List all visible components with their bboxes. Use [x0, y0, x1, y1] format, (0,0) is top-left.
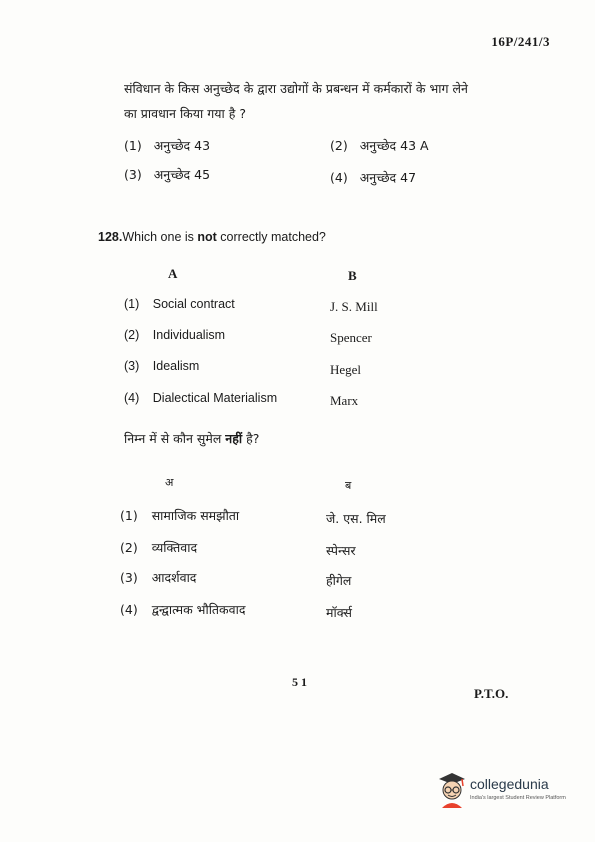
row-item-a: व्यक्तिवाद — [151, 540, 198, 555]
question-hindi-emphasis: नहीं — [225, 431, 243, 446]
row-item-a: Idealism — [152, 359, 200, 373]
row-number: (2) — [124, 328, 140, 342]
option-1 — [124, 137, 210, 154]
hindi-row-1 — [120, 507, 239, 524]
option-number: (1) — [124, 138, 142, 153]
question-hindi-line-1: संविधान के किस अनुच्छेद के द्वारा उद्योगों के प्रबन्धन में कर्मकारों के भाग लेने — [124, 81, 468, 96]
question-text-pre: Which one is — [122, 230, 198, 244]
hindi-row-4 — [120, 601, 245, 618]
row-item-b: Spencer — [330, 330, 372, 345]
hindi-row-item-b: स्पेन्सर — [326, 543, 356, 558]
question-text-post: correctly matched? — [216, 230, 326, 244]
option-number: (4) — [330, 170, 348, 185]
match-row-1 — [124, 297, 235, 311]
row-item-a: Social contract — [152, 297, 235, 311]
question-hindi-line-2: का प्रावधान किया गया है ? — [124, 106, 246, 121]
row-number: (4) — [120, 602, 138, 617]
row-item-a: द्वन्द्वात्मक भौतिकवाद — [151, 602, 246, 617]
hindi-column-b-header: ब — [345, 479, 352, 492]
match-row-4 — [124, 391, 277, 405]
hindi-column-a-header: अ — [165, 476, 174, 489]
hindi-row-3 — [120, 569, 196, 586]
row-item-b: Marx — [330, 393, 359, 408]
row-item-b: Hegel — [330, 362, 362, 377]
question-128 — [98, 230, 326, 244]
hindi-row-item-b: हीगेल — [326, 573, 352, 588]
collegedunia-logo — [436, 770, 566, 814]
question-number: 128. — [98, 230, 123, 244]
row-number: (2) — [120, 540, 138, 555]
option-text: अनुच्छेद 43 A — [359, 138, 429, 153]
row-number: (4) — [124, 391, 140, 405]
option-4 — [330, 169, 416, 186]
hindi-row-item-b: जे. एस. मिल — [326, 511, 386, 526]
option-2 — [330, 137, 429, 154]
pto-label: P.T.O. — [474, 686, 509, 701]
option-number: (2) — [330, 138, 348, 153]
row-number: (3) — [124, 359, 140, 373]
match-row-3 — [124, 359, 199, 373]
hindi-row-2 — [120, 539, 197, 556]
brand-name: collegedunia — [470, 776, 549, 792]
row-item-a: Dialectical Materialism — [152, 391, 278, 405]
row-item-a: आदर्शवाद — [151, 570, 197, 585]
row-item-b: J. S. Mill — [330, 299, 378, 314]
question-hindi — [124, 430, 259, 447]
column-b-header: B — [348, 268, 357, 283]
student-mascot-icon — [436, 770, 468, 810]
option-number: (3) — [124, 167, 142, 182]
match-row-2 — [124, 328, 225, 342]
row-number: (1) — [120, 508, 138, 523]
column-a-header: A — [168, 266, 178, 281]
question-hindi-pre: निम्न में से कौन सुमेल — [124, 431, 226, 446]
row-item-a: Individualism — [152, 328, 226, 342]
question-text-emphasis: not — [197, 230, 217, 244]
paper-code: 16P/241/3 — [491, 34, 550, 49]
row-number: (3) — [120, 570, 138, 585]
question-hindi-post: है? — [242, 431, 260, 446]
row-item-a: सामाजिक समझौता — [151, 508, 240, 523]
option-3 — [124, 166, 210, 183]
option-text: अनुच्छेद 45 — [153, 167, 211, 182]
row-number: (1) — [124, 297, 140, 311]
brand-tagline: India's largest Student Review Platform — [470, 795, 566, 801]
page-number: 5 1 — [292, 675, 307, 689]
option-text: अनुच्छेद 47 — [359, 170, 417, 185]
option-text: अनुच्छेद 43 — [153, 138, 211, 153]
hindi-row-item-b: मॉर्क्स — [326, 605, 352, 620]
